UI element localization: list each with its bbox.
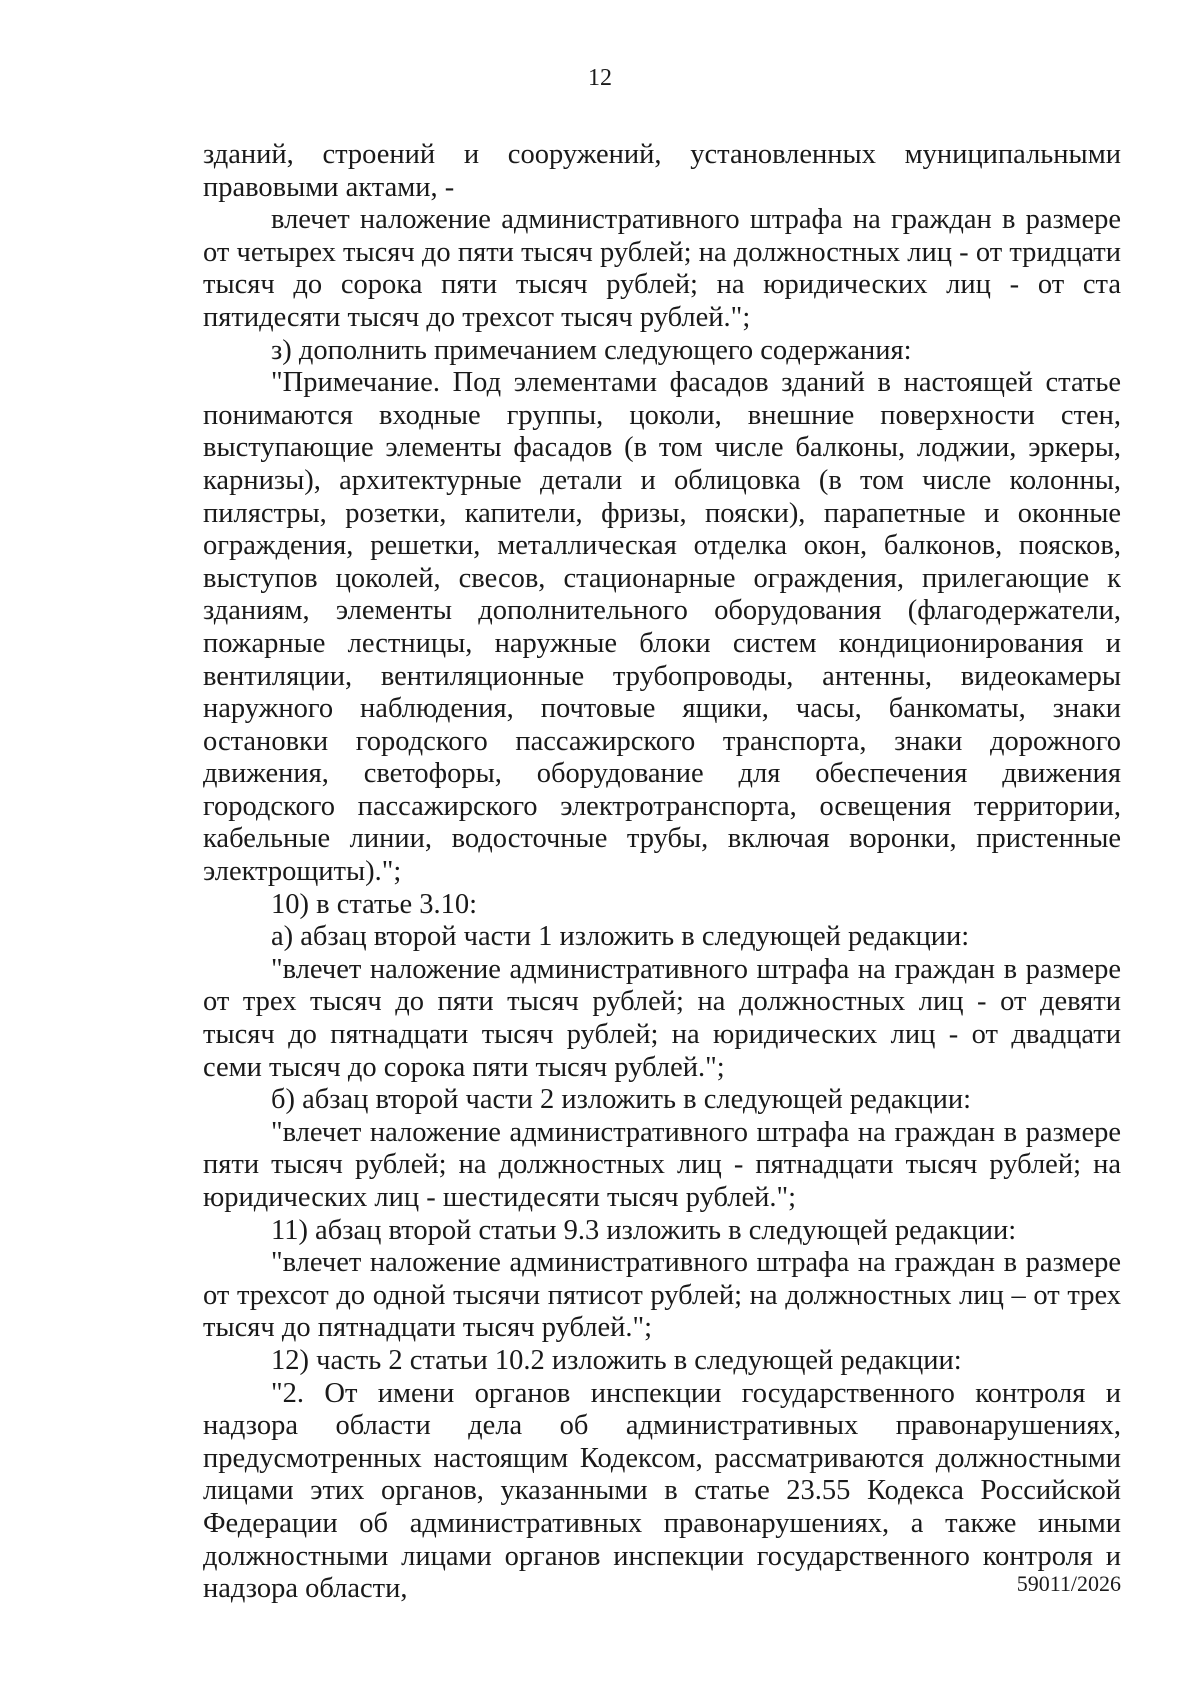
paragraph-item-z: з) дополнить примечанием следующего содержания: <box>271 334 912 366</box>
paragraph-continuation: зданий, строений и сооружений, установленных муниципальными правовыми актами, - <box>203 139 1121 203</box>
paragraph-item-12: 12) часть 2 статьи 10.2 изложить в следующей редакции: <box>271 1344 962 1376</box>
paragraph-item-10b: б) абзац второй части 2 изложить в следующей редакции: <box>271 1084 972 1116</box>
document-code: 59011/2026 <box>1016 1571 1121 1596</box>
document-body <box>203 139 1121 1606</box>
paragraph-penalty-article-9-3: "влечет наложение административного штрафа на граждан в размере от трехсот до одной тысячи пятисот рублей; на должностных лиц – от трех тысяч до пятнадцати тысяч рублей."; <box>203 1247 1121 1344</box>
paragraph-penalty-part-2: "влечет наложение административного штрафа на граждан в размере пяти тысяч рублей; на должностных лиц - пятнадцати тысяч рублей; на юридических лиц - шестидесяти тысяч рублей."; <box>203 1116 1121 1213</box>
paragraph-item-11: 11) абзац второй статьи 9.3 изложить в следующей редакции: <box>271 1214 1017 1246</box>
paragraph-note: "Примечание. Под элементами фасадов зданий в настоящей статье понимаются входные группы, цоколи, внешние поверхности стен, выступающие элементы фасадов (в том числе балконы, лоджии, эркеры, карнизы), архитектурные детали и облицовка (в том числе колонны, пилястры, розетки, капители, фризы, пояски), парапетные и оконные ограждения, решетки, металлическая отделка окон, балконов, поясков, выступов цоколей, свесов, стационарные ограждения, прилегающие к зданиям, элементы дополнительного оборудования (флагодержатели, пожарные лестницы, наружные блоки систем кондиционирования и вентиляции, вентиляционные трубопроводы, антенны, видеокамеры наружного наблюдения, почтовые ящики, часы, банкоматы, знаки остановки городского пассажирского транспорта, знаки дорожного движения, светофоры, оборудование для обеспечения движения городского пассажирского электротранспорта, освещения территории, кабельные линии, водосточные трубы, включая воронки, пристенные электрощиты)."; <box>203 367 1121 888</box>
paragraph-item-10a: а) абзац второй части 1 изложить в следующей редакции: <box>271 921 970 953</box>
paragraph-penalty-part-1: "влечет наложение административного штрафа на граждан в размере от трех тысяч до пяти тысяч рублей; на должностных лиц - от девяти тысяч до пятнадцати тысяч рублей; на юридических лиц - от двадцати семи тысяч до сорока пяти тысяч рублей."; <box>203 953 1121 1083</box>
page-number: 12 <box>588 65 612 91</box>
paragraph-penalty-article: влечет наложение административного штрафа на граждан в размере от четырех тысяч до пяти тысяч рублей; на должностных лиц - от тридцати тысяч до сорока пяти тысяч рублей; на юридических лиц - от ста пятидесяти тысяч до трехсот тысяч рублей."; <box>203 204 1121 333</box>
paragraph-item-10: 10) в статье 3.10: <box>271 888 478 920</box>
paragraph-article-10-2-part-2: "2. От имени органов инспекции государственного контроля и надзора области дела об административных правонарушениях, предусмотренных настоящим Кодексом, рассматриваются должностными лицами этих органов, указанными в статье 23.55 Кодекса Российской Федерации об административных правонарушениях, а также иными должностными лицами органов инспекции государственного контроля и надзора области, <box>203 1377 1121 1605</box>
